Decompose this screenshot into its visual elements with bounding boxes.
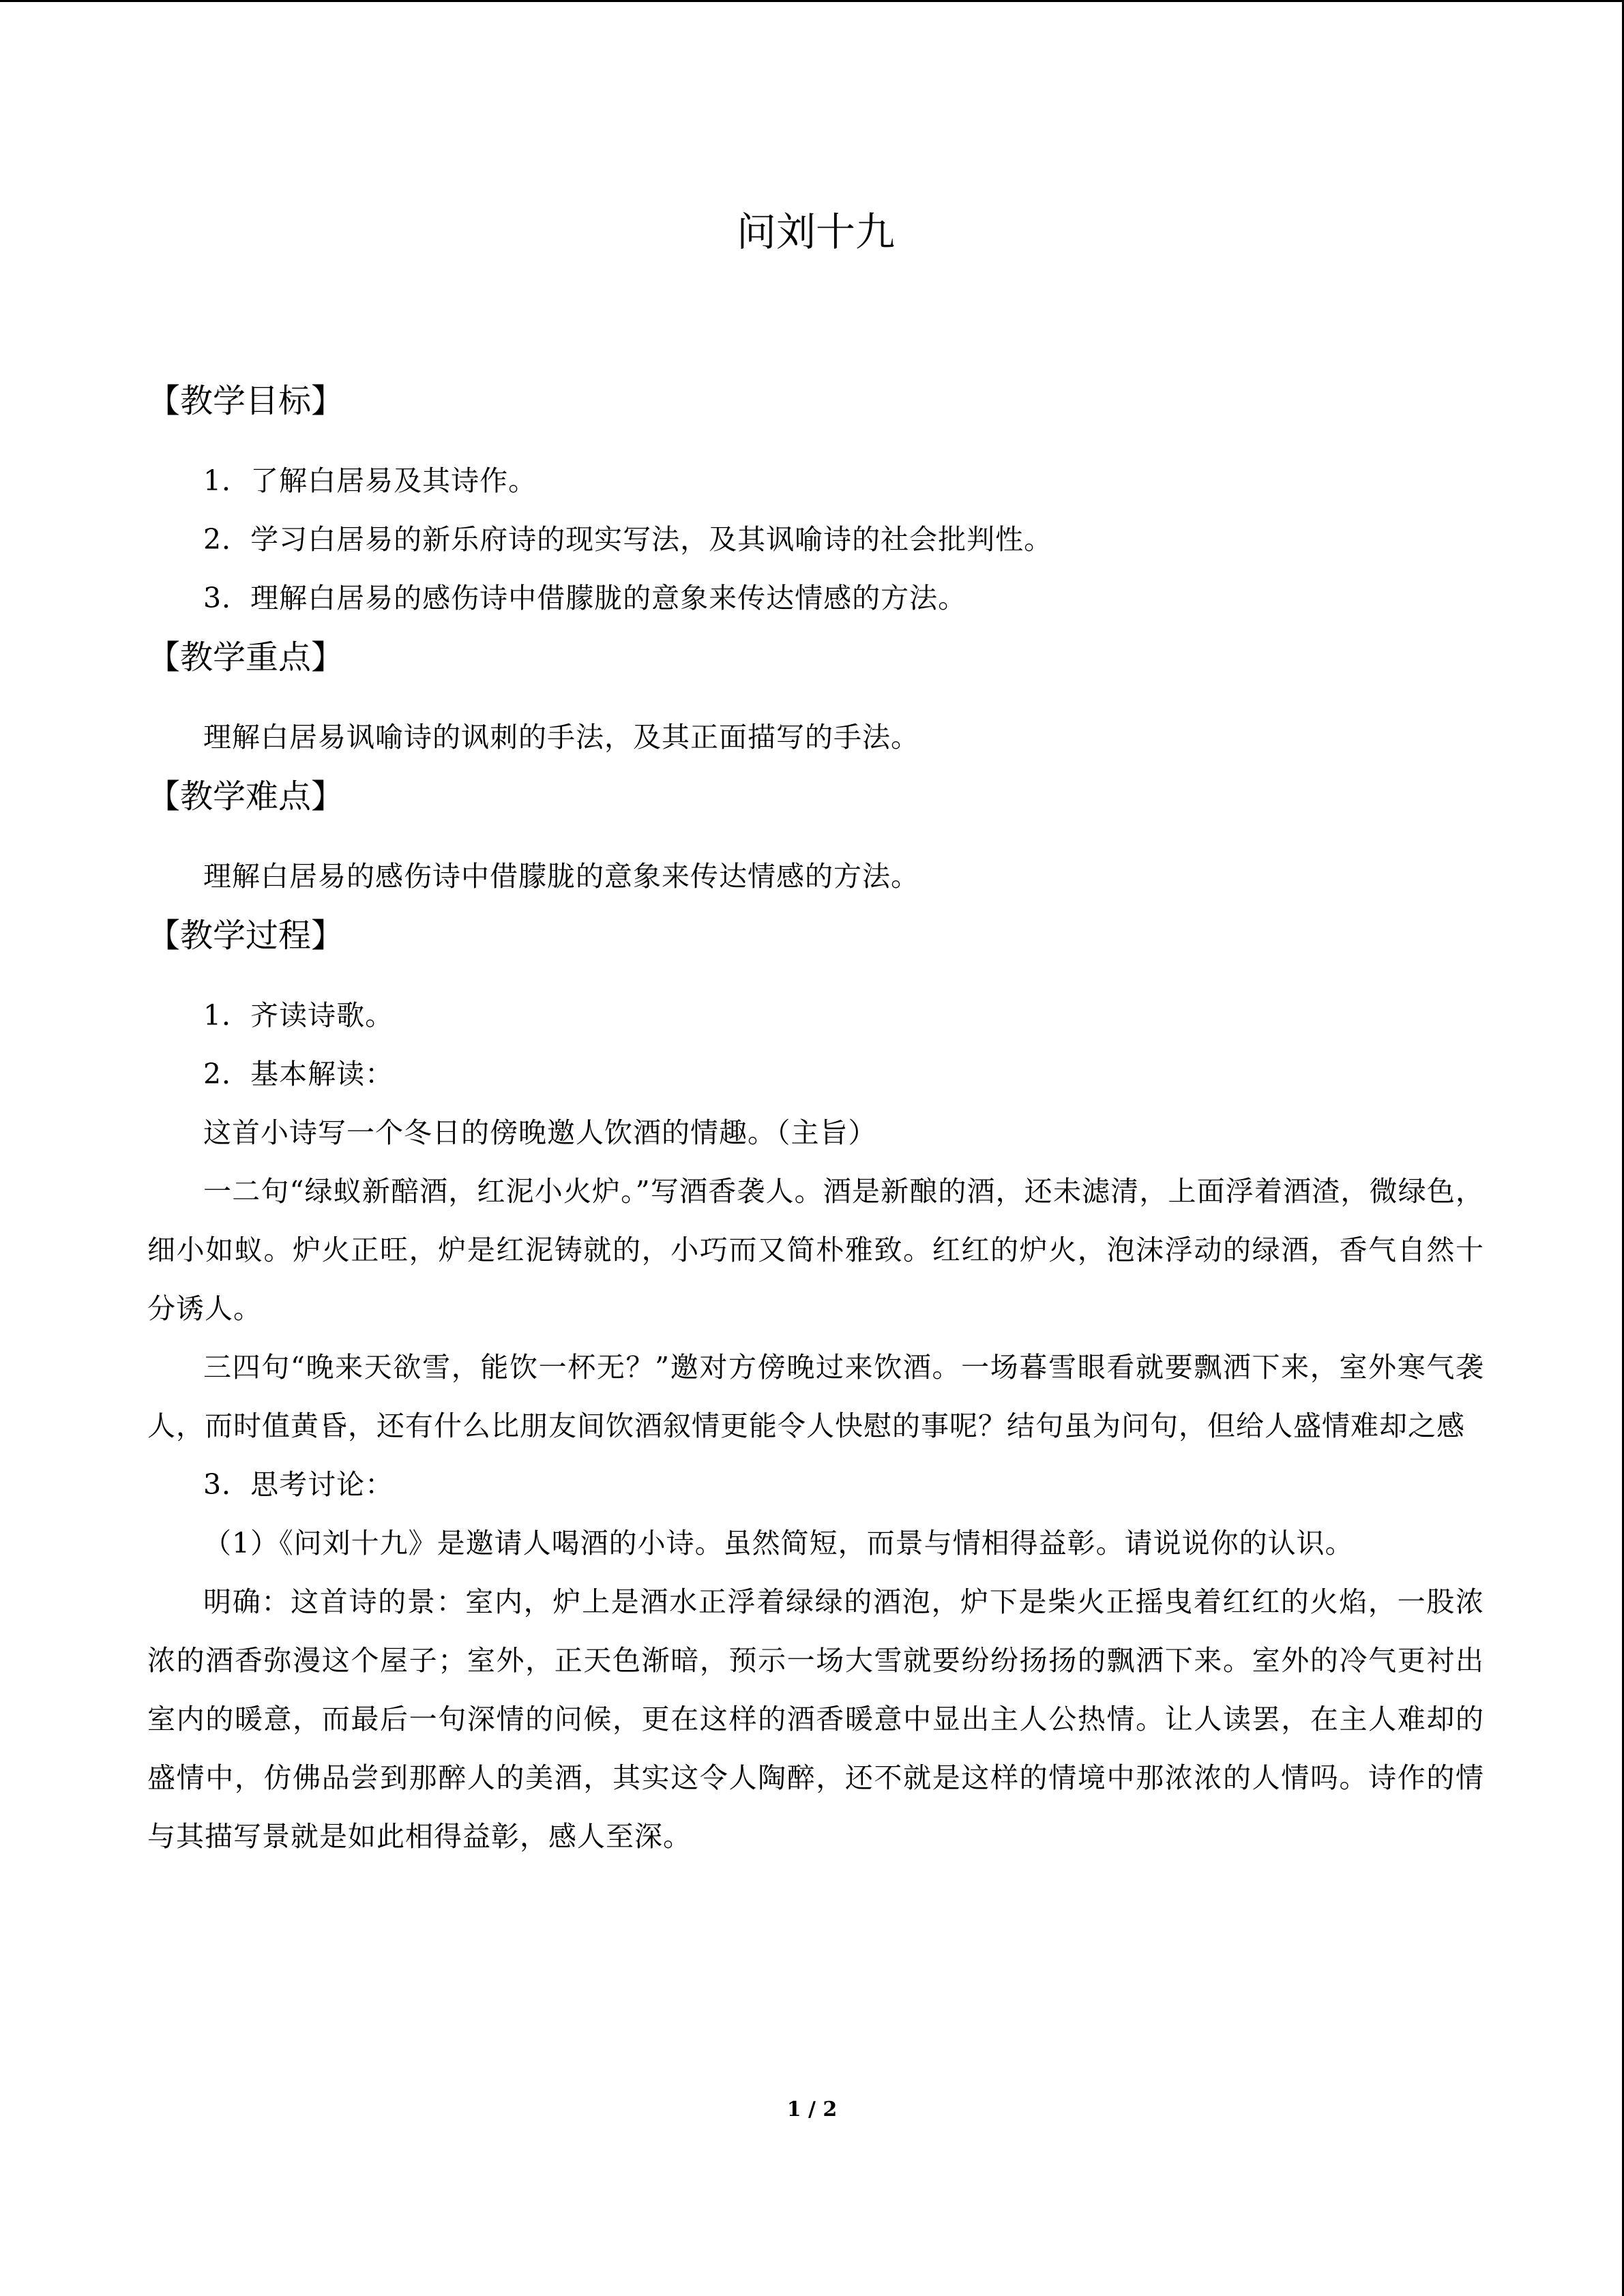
paragraph: 明确：这首诗的景：室内，炉上是酒水正浮着绿绿的酒泡，炉下是柴火正摇曳着红红的火焰，一股浓浓的酒香弥漫这个屋子；室外，正天色渐暗，预示一场大雪就要纷纷扬扬的飘洒下来。室外的冷气更衬出室内的暖意，而最后一句深情的问候，更在这样的酒香暖意中显出主人公热情。让人读罢，在主人难却的盛情中，仿佛品尝到那醉人的美酒，其实这令人陶醉，还不就是这样的情境中那浓浓的人情吗。诗作的情与其描写景就是如此相得益彰，感人至深。 — [147, 1585, 1484, 1853]
list-item: 1．齐读诗歌。 — [203, 999, 394, 1032]
page-number: 1 / 2 — [786, 2098, 838, 2121]
section-heading: 【教学难点】 — [147, 777, 344, 816]
section-heading: 【教学目标】 — [147, 382, 344, 420]
paragraph: 理解白居易讽喻诗的讽刺的手法，及其正面描写的手法。 — [203, 721, 919, 754]
list-item: 3．思考讨论： — [203, 1468, 394, 1501]
list-item: 1．了解白居易及其诗作。 — [203, 464, 537, 497]
paragraph: 一二句“绿蚁新醅酒，红泥小火炉。”写酒香袭人。酒是新酿的酒，还未滤清，上面浮着酒渣，微绿色，细小如蚁。炉火正旺，炉是红泥铸就的，小巧而又简朴雅致。红红的炉火，泡沫浮动的绿酒，香气自然十分诱人。 — [147, 1175, 1484, 1325]
paragraph: 理解白居易的感伤诗中借朦胧的意象来传达情感的方法。 — [203, 860, 919, 893]
paragraph: 这首小诗写一个冬日的傍晚邀人饮酒的情趣。（主旨） — [203, 1116, 877, 1149]
section-key-points — [147, 630, 1484, 766]
paragraph: 三四句“晚来天欲雪，能饮一杯无？”邀对方傍晚过来饮酒。一场暮雪眼看就要飘洒下来，室外寒气袭人，而时值黄昏，还有什么比朋友间饮酒叙情更能令人快慰的事呢？结句虽为问句，但给人盛情难却之感 — [147, 1351, 1484, 1442]
section-heading: 【教学重点】 — [147, 638, 344, 676]
section-difficult-points — [147, 769, 1484, 906]
page-border-top — [0, 0, 1624, 2]
document-title: 问刘十九 — [736, 209, 895, 255]
section-teaching-goals — [147, 374, 1484, 627]
document-body — [147, 205, 1484, 1866]
list-item: 2．基本解读： — [203, 1058, 394, 1090]
paragraph: （1）《问刘十九》是邀请人喝酒的小诗。虽然简短，而景与情相得益彰。请说说你的认识。 — [203, 1527, 1354, 1560]
list-item: 2．学习白居易的新乐府诗的现实写法，及其讽喻诗的社会批判性。 — [203, 523, 1053, 556]
list-item: 3．理解白居易的感伤诗中借朦胧的意象来传达情感的方法。 — [203, 582, 967, 614]
section-heading: 【教学过程】 — [147, 916, 344, 955]
section-teaching-process — [147, 908, 1484, 1866]
